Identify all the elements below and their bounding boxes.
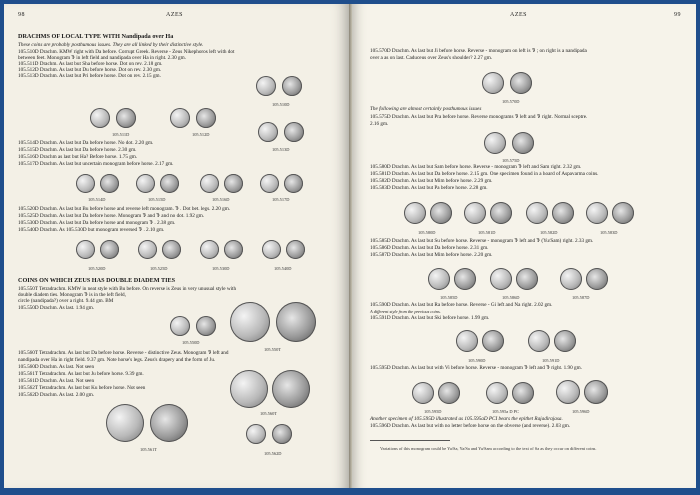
coin-image	[516, 268, 538, 290]
left-page	[4, 4, 350, 488]
entry-line: 105.550D Drachm. As last. 1.94 gm.	[18, 305, 95, 311]
coin-image	[512, 132, 534, 154]
coin-caption: 105.540D	[274, 266, 292, 271]
entry-line: circle (nandipada?) over a right. 9.44 gm. BM	[18, 298, 114, 304]
entry-line: 105.562T Tetradrachm. As last but Ku before horse. Not seen	[18, 385, 146, 391]
entry-line: 105.530D Drachm. As last but Da before horse and monogram ꖃ . 2.38 gm.	[18, 220, 176, 226]
entry-line: between feet. Monogram ꖃ in left field and nandipada over Ha in right. 2.30 gm.	[18, 55, 186, 61]
coin-image	[200, 174, 219, 193]
coin-image	[262, 240, 281, 259]
entry-line: 105.586D Drachm. As last but Da before horse. 2.31 gm.	[370, 245, 489, 251]
coin-image	[170, 316, 190, 336]
coin-image	[456, 330, 478, 352]
entry-line: 105.511D Drachm. As last but Sha before horse. Dot on rev. 2.18 gm.	[18, 61, 163, 67]
entry-line: A different style from the previous coins.	[370, 309, 441, 314]
coin-caption: 105.575D	[502, 158, 520, 163]
coin-caption: 105.587D	[572, 295, 590, 300]
coin-caption: 105.561T	[140, 447, 157, 452]
coin-image	[430, 202, 452, 224]
entry-line: 105.540D Drachm. As 105.530D but monogram reversed ꖃ . 2.10 gm.	[18, 227, 165, 233]
coin-caption: 105.570D	[502, 99, 520, 104]
entry-line: 105.550T Tetradrachm. KMW in neat style with Bu before. On reverse is Zeus in very unusual style with	[18, 286, 237, 292]
coin-caption: 105.514D	[88, 197, 106, 202]
coin-caption: 105.516D	[212, 197, 230, 202]
running-head-left: AZES	[166, 12, 183, 18]
entry-line: 105.575D Drachm. As last but Pra before horse. Reverse monograms ꖃ left and ꖃ right. Normal sceptre.	[370, 114, 588, 120]
coin-image	[258, 122, 278, 142]
coin-image	[438, 382, 460, 404]
entry-line: 105.525D Drachm. As last but Da before horse. Monogram ꖃ and ꖃ and no dot. 1.92 gm.	[18, 213, 205, 219]
coin-caption: 105.530D	[212, 266, 230, 271]
coin-caption: 105.525D	[150, 266, 168, 271]
entry-line: 105.560D Drachm. As last. Not seen	[18, 364, 95, 370]
coin-caption: 105.510D	[272, 102, 290, 107]
coin-image	[196, 316, 216, 336]
entry-line: 105.513D Drachm. As last but Pri before horse. Dot on rev. 2.15 gm.	[18, 73, 161, 79]
coin-image	[404, 202, 426, 224]
entry-line: 105.520D Drachm. As last but Bu before horse and reverse left monogram. ꖃ . Dot bet. legs. 2.20 gm.	[18, 206, 231, 212]
book-spread	[4, 4, 696, 488]
coin-image	[464, 202, 486, 224]
coin-image	[554, 330, 576, 352]
coin-image	[284, 174, 303, 193]
coin-caption: 105.511D	[112, 132, 130, 137]
coin-image	[484, 132, 506, 154]
coin-image	[136, 174, 155, 193]
coin-caption: 105.550T	[264, 347, 281, 352]
coin-image	[552, 202, 574, 224]
entry-line: nandipada over Ha in right field. 9.37 gm. Note horse's legs. Zeus's drapery and the form of Ju.	[18, 357, 216, 363]
coin-image	[482, 330, 504, 352]
coin-image	[528, 330, 550, 352]
coin-image	[560, 268, 582, 290]
entry-line: 105.580D Drachm. As last but Sam before horse. Reverse - monogram ꖃ left and Sam right. 2.32 gm.	[370, 164, 582, 170]
coin-caption: 105.515D	[148, 197, 166, 202]
entry-line: 105.517D Drachm. As last but uncertain monogram before horse. 2.17 gm.	[18, 161, 174, 167]
coin-image	[138, 240, 157, 259]
coin-image	[454, 268, 476, 290]
entry-line: over a as on last. Caduceus over Zeus's shoulder? 2.27 gm.	[370, 55, 493, 61]
coin-caption: 105.585D	[440, 295, 458, 300]
coin-image	[286, 240, 305, 259]
entry-line: 105.562D Drachm. As last. 2.00 gm.	[18, 392, 95, 398]
running-head-right: AZES	[510, 12, 527, 18]
coin-caption: 105.591D	[542, 358, 560, 363]
entry-line: 105.516D Drachm as last but Ha? Before horse. 1.75 gm.	[18, 154, 138, 160]
footnote-rule	[370, 440, 450, 441]
entry-line: double diadem ties. Monogram ꖃ is in the left field,	[18, 292, 126, 298]
coin-image	[512, 382, 534, 404]
coin-image	[272, 370, 310, 408]
coin-image	[116, 108, 136, 128]
coin-image	[170, 108, 190, 128]
entry-line: 105.512D Drachm. As last but Du before horse. Dot on rev. 2.30 gm.	[18, 67, 162, 73]
right-page	[352, 4, 696, 488]
footnote: Variations of this monogram could be Ya/Sa, Ya/Sa and Ya/Sam according to the text of Sa as they occur on different coins.	[380, 446, 597, 451]
coin-image	[490, 202, 512, 224]
entry-line: 105.583D Drachm. As last but Pa before horse. 2.28 gm.	[370, 185, 488, 191]
entry-line: 105.581D Drachm. As last but Da before horse. 2.15 gm. One specimen found in a hoard of Aspavarma coins.	[370, 171, 599, 177]
section-title: DRACHMS OF LOCAL TYPE WITH Nandipada over Ha	[18, 33, 174, 40]
coin-caption: 105.560T	[260, 411, 277, 416]
coin-caption: 105.513D	[272, 147, 290, 152]
coin-image	[224, 174, 243, 193]
coin-caption: 105.520D	[88, 266, 106, 271]
coin-image	[510, 72, 532, 94]
entry-line: 105.582D Drachm. As last but Mim before horse. 2.29 gm.	[370, 178, 493, 184]
entry-line: 105.560T Tetradrachm. As last but Da before horse. Reverse - distinctive Zeus. Monogram ꖃ left and	[18, 350, 229, 356]
entry-line: 105.585D Drachm. As last but Su before horse. Reverse - monogram ꖃ left and ꖃ (Yu/Sam) right. 2.33 gm.	[370, 238, 594, 244]
entry-line: 105.514D Drachm. As last but Da before horse. No dot. 2.20 gm.	[18, 140, 154, 146]
coin-image	[556, 380, 580, 404]
coin-image	[160, 174, 179, 193]
coin-image	[162, 240, 181, 259]
coin-caption: 105.562D	[264, 451, 282, 456]
coin-image	[200, 240, 219, 259]
coin-image	[490, 268, 512, 290]
page-number-left: 98	[18, 12, 25, 18]
coin-caption: 105.582D	[540, 230, 558, 235]
coin-image	[100, 174, 119, 193]
coin-image	[428, 268, 450, 290]
coin-image	[256, 76, 276, 96]
coin-image	[612, 202, 634, 224]
coin-image	[486, 382, 508, 404]
coin-caption: 105.550D	[182, 340, 200, 345]
entry-line: 105.595D Drachm. As last but with Vi before horse. Reverse - monogram ꖃ left and ꖃ right. 1.90 gm.	[370, 365, 582, 371]
entry-line: 105.590D Drachm. As last but Ra before horse. Reverse - Gi left and Na right. 2.02 gm.	[370, 302, 553, 308]
coin-caption: 105.590D	[468, 358, 486, 363]
entry-line: 105.596D Drachm. As last but with no letter before horse on the obverse (and reverse). 2.03 gm.	[370, 423, 571, 429]
coin-image	[412, 382, 434, 404]
coin-image	[76, 174, 95, 193]
coin-image	[230, 302, 270, 342]
coin-image	[284, 122, 304, 142]
coin-image	[76, 240, 95, 259]
coin-caption: 105.595a D PC	[492, 409, 519, 414]
coin-image	[482, 72, 504, 94]
entry-line: Another specimen of 105.595D illustrated as 105.595aD PCI bears the epithet Rajadirajasa.	[370, 416, 563, 422]
coin-image	[276, 302, 316, 342]
coin-caption: 105.512D	[192, 132, 210, 137]
coin-image	[90, 108, 110, 128]
coin-caption: 105.596D	[572, 409, 590, 414]
coin-caption: 105.517D	[272, 197, 290, 202]
coin-image	[526, 202, 548, 224]
section-note: The following are almost certainly posthumous issues	[370, 106, 482, 112]
coin-image	[100, 240, 119, 259]
coin-image	[586, 268, 608, 290]
coin-image	[260, 174, 279, 193]
coin-caption: 105.586D	[502, 295, 520, 300]
coin-image	[224, 240, 243, 259]
coin-image	[282, 76, 302, 96]
coin-image	[196, 108, 216, 128]
section-title: COINS ON WHICH ZEUS HAS DOUBLE DIADEM TIES	[18, 277, 176, 284]
coin-image	[584, 380, 608, 404]
coin-caption: 105.583D	[600, 230, 618, 235]
coin-caption: 105.581D	[478, 230, 496, 235]
section-note: These coins are probably posthumous issues. They are all linked by their distinctive style.	[18, 42, 204, 48]
coin-caption: 105.595D	[424, 409, 442, 414]
entry-line: 105.561D Drachm. As last. Not seen	[18, 378, 95, 384]
coin-image	[106, 404, 144, 442]
coin-image	[246, 424, 266, 444]
coin-image	[272, 424, 292, 444]
coin-image	[586, 202, 608, 224]
coin-image	[230, 370, 268, 408]
entry-line: 105.561T Tetradrachm. As last but Ju before horse. 9.39 gm.	[18, 371, 144, 377]
entry-line: 105.587D Drachm. As last but Mim before horse. 2.20 gm.	[370, 252, 493, 258]
entry-line: 105.591D Drachm. As last but Ski before horse. 1.99 gm.	[370, 315, 490, 321]
entry-line: 105.515D Drachm. As last but Da before horse. 2.30 gm.	[18, 147, 137, 153]
page-number-right: 99	[674, 12, 681, 18]
entry-line: 105.570D Drachm. As last but Ji before horse. Reverse - monogram on left is ꖃ ; on right is a nandipada	[370, 48, 587, 54]
coin-caption: 105.580D	[418, 230, 436, 235]
coin-image	[150, 404, 188, 442]
entry-line: 2.16 gm.	[370, 121, 389, 127]
entry-line: 105.510D Drachm. KMW right with Da before. Corrupt Greek. Reverse - Zeus Nikephoros left with dot	[18, 49, 235, 55]
